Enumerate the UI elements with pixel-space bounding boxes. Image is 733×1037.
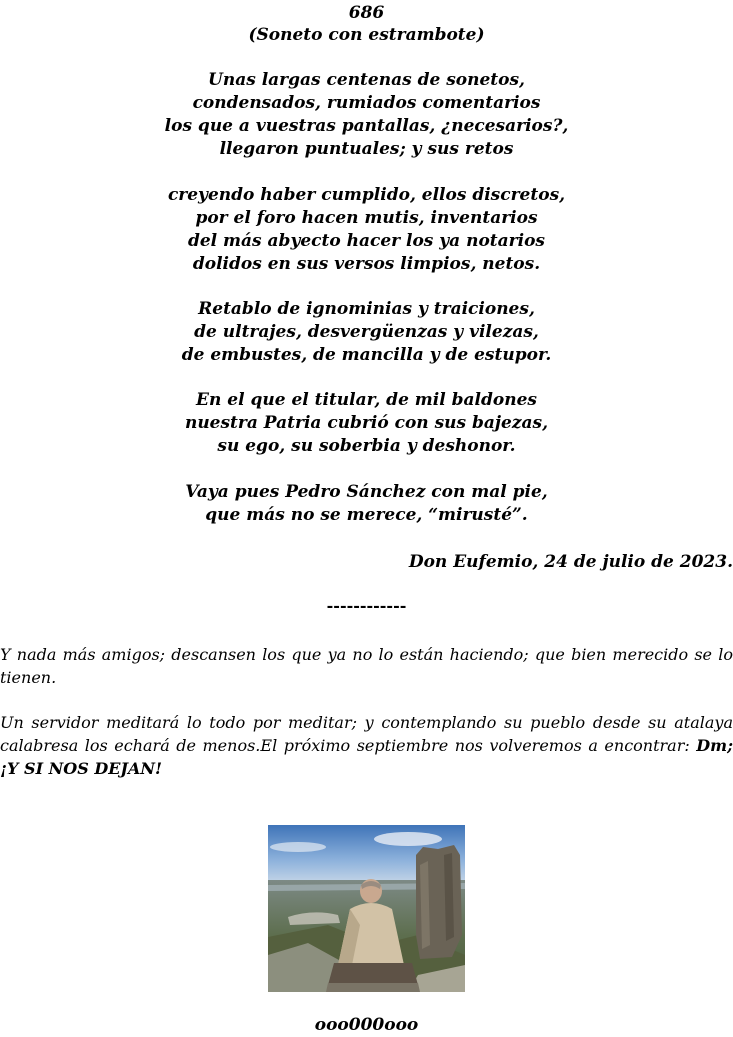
verse-line: condensados, rumiados comentarios	[192, 93, 541, 113]
verse-line: Retablo de ignominias y traiciones,	[198, 299, 535, 319]
closing-paragraph-1: Y nada más amigos; descansen los que ya no lo están haciendo; que bien merecido se lo tienen.	[0, 645, 733, 687]
verse-line: que más no se merece, “mirusté”.	[205, 505, 528, 525]
verse-line: dolidos en sus versos limpios, netos.	[192, 254, 541, 274]
poem-signature: Don Eufemio, 24 de julio de 2023.	[408, 552, 733, 572]
closing-ornament: ooo000ooo	[314, 1015, 419, 1035]
verse-line: su ego, su soberbia y deshonor.	[217, 436, 516, 456]
verse-line: Vaya pues Pedro Sánchez con mal pie,	[185, 482, 548, 502]
verse-line: llegaron puntuales; y sus retos	[219, 139, 514, 159]
verse-line: del más abyecto hacer los ya notarios	[187, 231, 546, 251]
verse-line: En el que el titular, de mil baldones	[196, 390, 537, 410]
stanza-2	[0, 184, 733, 276]
verse-line: Unas largas centenas de sonetos,	[208, 70, 525, 90]
verse-line: de embustes, de mancilla y de estupor.	[181, 345, 552, 365]
poem-subtitle: (Soneto con estrambote)	[248, 25, 485, 45]
stanza-3	[0, 298, 733, 367]
section-divider: ------------	[326, 596, 407, 615]
verse-line: por el foro hacen mutis, inventarios	[195, 208, 538, 228]
stanza-4	[0, 389, 733, 458]
verse-line: los que a vuestras pantallas, ¿necesarios?,	[164, 116, 569, 136]
verse-line: nuestra Patria cubrió con sus bajezas,	[184, 413, 549, 433]
verse-line: creyendo haber cumplido, ellos discretos,	[167, 185, 566, 205]
stanza-1	[0, 69, 733, 161]
poem-number: 686	[348, 3, 385, 23]
paragraph-text: Un servidor meditará lo todo por meditar; y contemplando su pueblo desde su atalaya calabresa los echará de menos.El próximo septiembre nos volveremos a encontrar:	[0, 713, 733, 755]
closing-paragraph-2	[0, 711, 733, 780]
verse-line: de ultrajes, desvergüenzas y vilezas,	[194, 322, 539, 342]
paragraph-emphasis: Dm; ¡Y SI NOS DEJAN!	[0, 736, 733, 778]
estrambote	[0, 481, 733, 527]
author-photo	[268, 825, 465, 992]
